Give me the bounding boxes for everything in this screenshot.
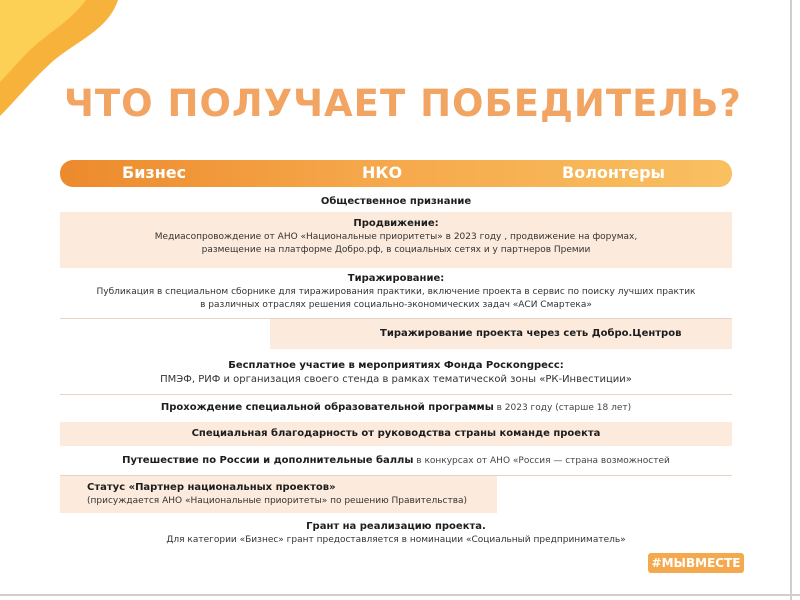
column-nko: НКО: [362, 163, 403, 182]
promotion-line-2: размещение на платформе Добро.рф, в социальных сетях и у партнеров Премии: [201, 245, 591, 255]
travel-text: [60, 454, 732, 468]
education-normal: в 2023 году (старше 18 лет): [493, 403, 632, 413]
roscongress-title: Бесплатное участие в мероприятиях Фонда Роскongресс:: [228, 360, 564, 371]
row-dobro-centers: [60, 318, 732, 349]
roscongress-line-1: ПМЭФ, РИФ и организация своего стенда в рамках тематической зоны «РК-Инвестиции»: [160, 374, 632, 385]
row-partner-status: [60, 475, 732, 513]
promotion-line-1: Медиасопровождение от АНО «Национальные приоритеты» в 2023 году , продвижение на форумах,: [154, 232, 638, 242]
gratitude-text: Специальная благодарность от руководства страны команде проекта: [191, 428, 601, 439]
row-education: [60, 394, 732, 420]
recognition-text: Общественное признание: [320, 196, 472, 207]
frame-edge-bottom: [0, 594, 800, 596]
row-replication: [60, 269, 732, 317]
partner-status-cell: [60, 476, 497, 513]
row-promotion: [60, 212, 732, 268]
row-roscongress: [60, 354, 732, 394]
partner-status-title: Статус «Партнер национальных проектов»: [87, 482, 336, 493]
row-travel: [60, 448, 732, 474]
column-business: Бизнес: [122, 163, 187, 182]
row-recognition: [60, 193, 732, 211]
grant-line-1: Для категории «Бизнес» грант предоставляется в номинации «Социальный предприниматель»: [166, 535, 626, 545]
education-text: [60, 401, 732, 415]
replication-line-1: Публикация в специальном сборнике для тиражирования практики, включение проекта в сервис по поиску лучших практик: [96, 287, 696, 297]
dobro-centers-cell: [270, 319, 732, 349]
grant-title: Грант на реализацию проекта.: [306, 521, 486, 532]
promotion-title: Продвижение:: [353, 218, 439, 229]
travel-bold: Путешествие по России и дополнительные баллы: [122, 455, 414, 466]
education-bold: Прохождение специальной образовательной программы: [160, 402, 494, 413]
replication-line-2: в различных отраслях решения социально-экономических задач «АСИ Смартека»: [200, 300, 592, 310]
replication-title: Тиражирование:: [347, 273, 445, 284]
page-title: ЧТО ПОЛУЧАЕТ ПОБЕДИТЕЛЬ?: [64, 82, 742, 125]
row-gratitude: [60, 422, 732, 446]
hashtag-badge: #МЫВМЕСТЕ: [648, 553, 744, 573]
partner-status-line-1: (присуждается АНО «Национальные приоритеты» по решению Правительства): [87, 496, 468, 506]
travel-normal: в конкурсах от АНО «Россия — страна возможностей: [413, 456, 670, 466]
frame-edge-right: [790, 0, 792, 600]
dobro-centers-text: Тиражирование проекта через сеть Добро.Центров: [380, 328, 682, 339]
row-grant: [60, 517, 732, 553]
column-volunteers: Волонтеры: [562, 163, 665, 182]
category-header: [60, 160, 732, 187]
